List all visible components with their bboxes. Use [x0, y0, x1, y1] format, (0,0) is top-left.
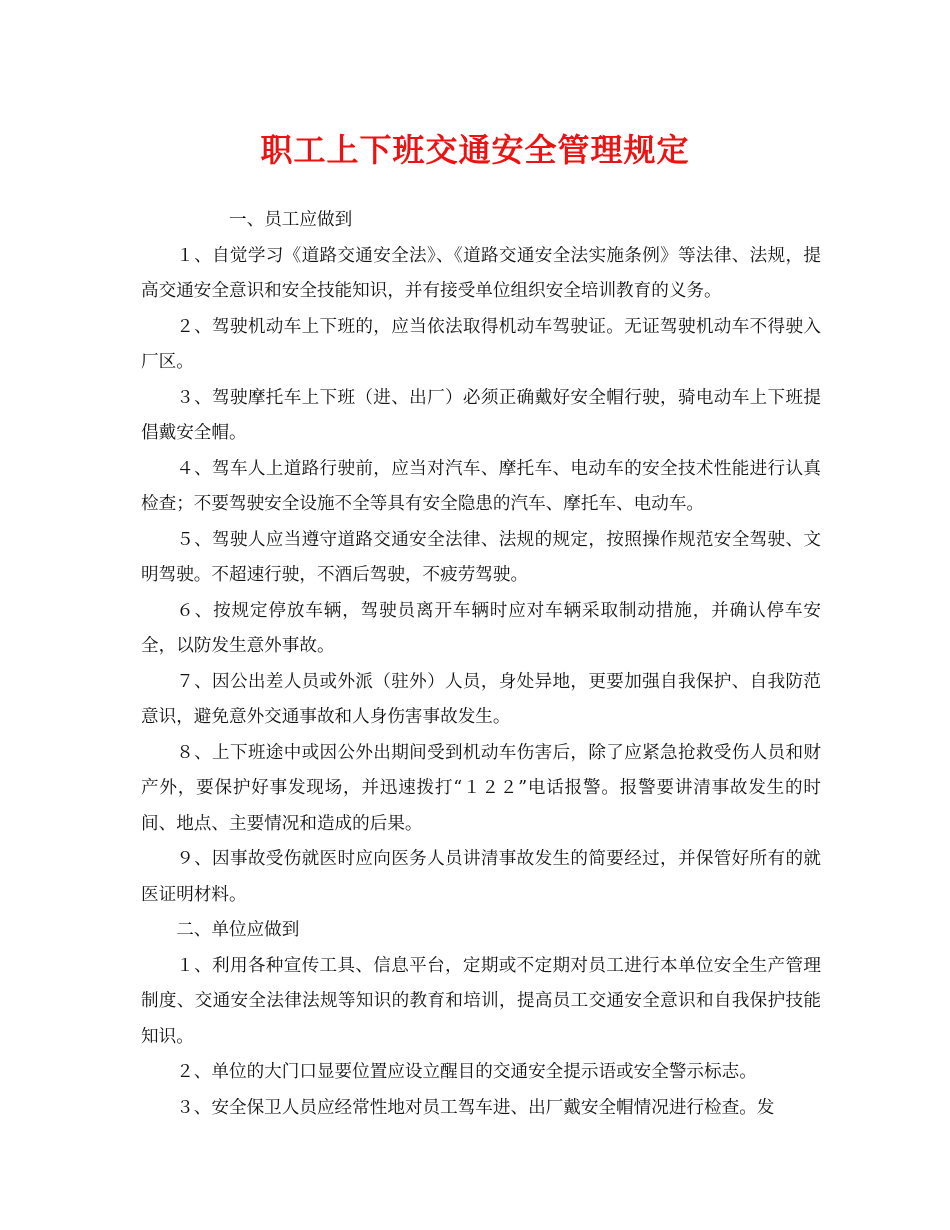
document-title: 职工上下班交通安全管理规定 — [260, 131, 690, 169]
paragraph: ９、因事故受伤就医时应向医务人员讲清事故发生的简要经过，并保管好所有的就医证明材料。 — [141, 849, 821, 905]
paragraph: ７、因公出差人员或外派（驻外）人员，身处异地，更要加强自我保护、自我防范意识，避免意外交通事故和人身伤害事故发生。 — [141, 671, 821, 727]
section-heading-unit: 二、单位应做到 — [176, 920, 300, 940]
paragraph: ５、驾驶人应当遵守道路交通安全法律、法规的规定，按照操作规范安全驾驶、文明驾驶。不超速行驶，不酒后驾驶，不疲劳驾驶。 — [141, 529, 821, 585]
section-heading-employees: 一、员工应做到 — [229, 210, 353, 230]
paragraph: ３、安全保卫人员应经常性地对员工驾车进、出厂戴安全帽情况进行检查。发 — [176, 1097, 775, 1118]
paragraph: １、利用各种宣传工具、信息平台，定期或不定期对员工进行本单位安全生产管理制度、交通安全法律法规等知识的教育和培训，提高员工交通安全意识和自我保护技能知识。 — [141, 955, 821, 1047]
paragraph: ２、单位的大门口显要位置应设立醒目的交通安全提示语或安全警示标志。 — [176, 1062, 757, 1082]
paragraph: ６、按规定停放车辆，驾驶员离开车辆时应对车辆采取制动措施，并确认停车安全，以防发生意外事故。 — [141, 600, 821, 656]
paragraph: ８、上下班途中或因公外出期间受到机动车伤害后，除了应紧急抢救受伤人员和财产外，要保护好事发现场，并迅速拨打“１２２”电话报警。报警要讲清事故发生的时间、地点、主要情况和造成的后果。 — [141, 742, 821, 834]
document-body — [141, 203, 821, 1126]
paragraph: ２、驾驶机动车上下班的，应当依法取得机动车驾驶证。无证驾驶机动车不得驶入厂区。 — [141, 316, 821, 372]
paragraph: ４、驾车人上道路行驶前，应当对汽车、摩托车、电动车的安全技术性能进行认真检查；不要驾驶安全设施不全等具有安全隐患的汽车、摩托车、电动车。 — [141, 458, 821, 514]
paragraph: ３、驾驶摩托车上下班（进、出厂）必须正确戴好安全帽行驶，骑电动车上下班提倡戴安全帽。 — [141, 387, 821, 443]
paragraph: １、自觉学习《道路交通安全法》、《道路交通安全法实施条例》等法律、法规，提高交通安全意识和安全技能知识，并有接受单位组织安全培训教育的义务。 — [141, 245, 821, 301]
